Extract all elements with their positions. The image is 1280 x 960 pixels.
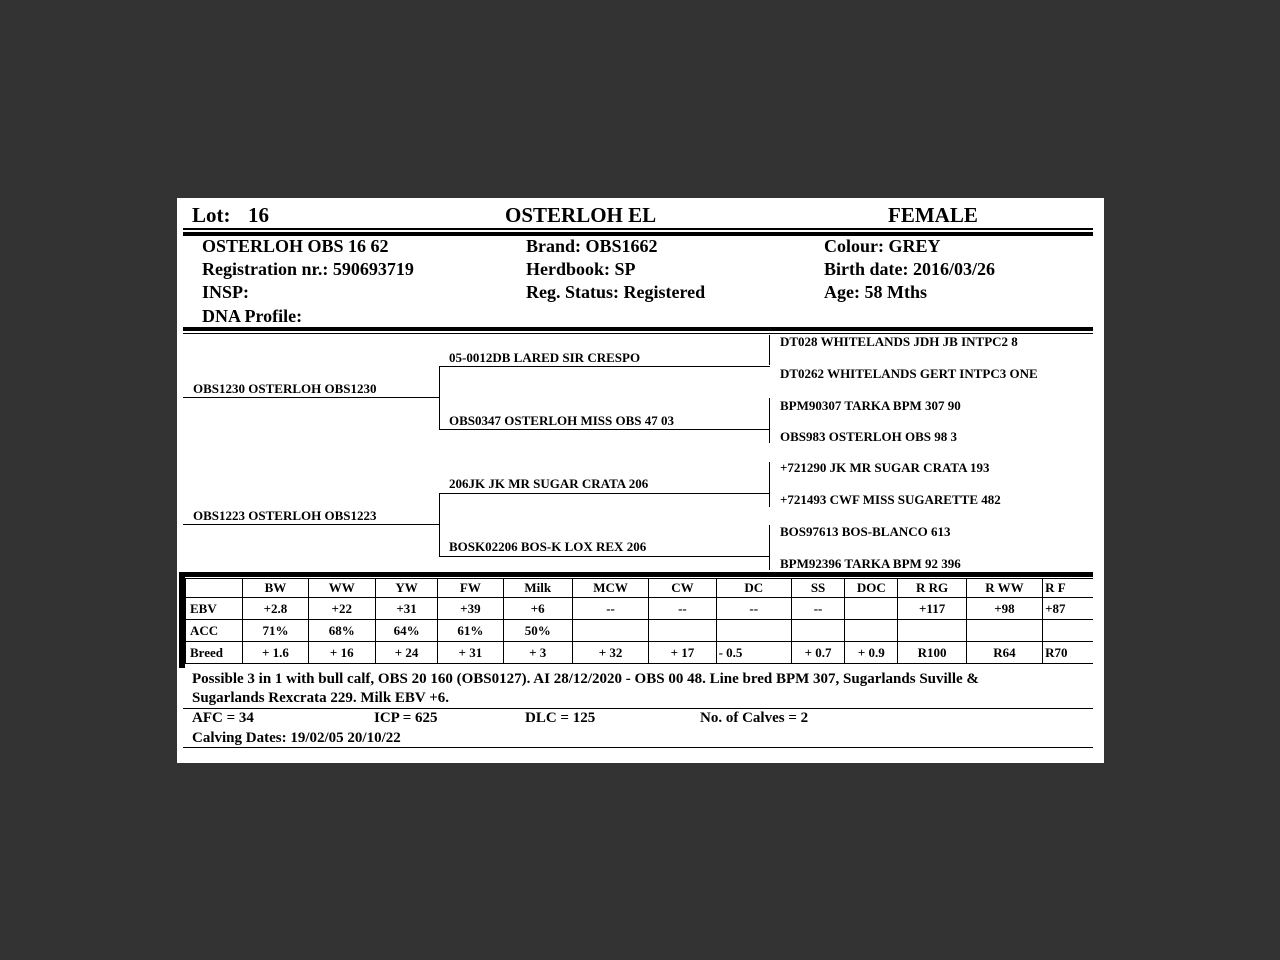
table-cell xyxy=(1043,620,1093,642)
table-cell: +31 xyxy=(375,598,437,620)
table-cell: +6 xyxy=(503,598,572,620)
table-cell: 50% xyxy=(503,620,572,642)
table-cell: + 31 xyxy=(438,642,503,664)
pedigree-ggp: +721290 JK MR SUGAR CRATA 193 xyxy=(780,460,990,475)
table-cell xyxy=(845,620,898,642)
table-cell xyxy=(845,598,898,620)
pedigree-ggp: BPM92396 TARKA BPM 92 396 xyxy=(780,556,961,571)
comments-line-2: Sugarlands Rexcrata 229. Milk EBV +6. xyxy=(192,690,450,706)
table-cell: 64% xyxy=(375,620,437,642)
full-name: OSTERLOH OBS 16 62 xyxy=(202,236,389,256)
icp: ICP = 625 xyxy=(374,710,438,726)
table-cell: + 16 xyxy=(308,642,375,664)
afc: AFC = 34 xyxy=(192,710,254,726)
pedigree-dam-sire: 206JK JK MR SUGAR CRATA 206 xyxy=(449,476,649,491)
table-cell xyxy=(716,620,791,642)
lot-label: Lot: xyxy=(192,203,231,227)
column-header: FW xyxy=(438,579,503,598)
lot-card xyxy=(177,198,1104,763)
column-header: DC xyxy=(716,579,791,598)
table-cell: +22 xyxy=(308,598,375,620)
column-header: R F xyxy=(1043,579,1093,598)
table-cell: +87 xyxy=(1043,598,1093,620)
table-cell: + 0.9 xyxy=(845,642,898,664)
info-rule-thick xyxy=(183,327,1093,331)
column-header: BW xyxy=(243,579,308,598)
column-header: SS xyxy=(791,579,844,598)
table-cell: - 0.5 xyxy=(716,642,791,664)
table-cell: +98 xyxy=(966,598,1042,620)
column-header: R RG xyxy=(898,579,966,598)
pedigree-ggp: BPM90307 TARKA BPM 307 90 xyxy=(780,398,961,413)
ebv-header-row xyxy=(186,579,1094,598)
insp-label: INSP: xyxy=(202,282,250,302)
column-header: WW xyxy=(308,579,375,598)
row-label: EBV xyxy=(186,598,243,620)
table-cell: R64 xyxy=(966,642,1042,664)
pedigree-dam: OBS1223 OSTERLOH OBS1223 xyxy=(193,508,377,523)
table-cell: 61% xyxy=(438,620,503,642)
pedigree-ggp: DT028 WHITELANDS JDH JB INTPC2 8 xyxy=(780,334,1018,349)
pedigree-dam-dam: BOSK02206 BOS-K LOX REX 206 xyxy=(449,539,647,554)
pedigree-ggp: +721493 CWF MISS SUGARETTE 482 xyxy=(780,492,1001,507)
colour: Colour: GREY xyxy=(824,236,941,256)
table-cell: R70 xyxy=(1043,642,1093,664)
table-cell: -- xyxy=(716,598,791,620)
header-rule-thin xyxy=(183,228,1093,230)
ebv-table xyxy=(185,578,1093,664)
column-header: Milk xyxy=(503,579,572,598)
table-cell: + 1.6 xyxy=(243,642,308,664)
lot-number: 16 xyxy=(248,203,269,227)
table-cell: -- xyxy=(791,598,844,620)
table-cell: + 24 xyxy=(375,642,437,664)
registration-number: Registration nr.: 590693719 xyxy=(202,259,414,279)
row-label: ACC xyxy=(186,620,243,642)
table-cell: -- xyxy=(649,598,716,620)
column-header: MCW xyxy=(572,579,648,598)
table-cell: 71% xyxy=(243,620,308,642)
herdbook: Herdbook: SP xyxy=(526,259,636,279)
table-cell xyxy=(898,620,966,642)
column-header: R WW xyxy=(966,579,1042,598)
pedigree-sire: OBS1230 OSTERLOH OBS1230 xyxy=(193,381,377,396)
pedigree-ggp: BOS97613 BOS-BLANCO 613 xyxy=(780,524,951,539)
birth-date: Birth date: 2016/03/26 xyxy=(824,259,995,279)
number-of-calves: No. of Calves = 2 xyxy=(700,710,809,726)
table-cell: +2.8 xyxy=(243,598,308,620)
brand: Brand: OBS1662 xyxy=(526,236,658,256)
dna-profile-label: DNA Profile: xyxy=(202,306,303,326)
table-cell xyxy=(791,620,844,642)
sex: FEMALE xyxy=(888,203,978,227)
dlc: DLC = 125 xyxy=(525,710,596,726)
pedigree-ggp: DT0262 WHITELANDS GERT INTPC3 ONE xyxy=(780,366,1038,381)
animal-name: OSTERLOH EL xyxy=(505,203,657,227)
row-label: Breed xyxy=(186,642,243,664)
table-cell xyxy=(649,620,716,642)
table-cell xyxy=(572,620,648,642)
table-cell: + 3 xyxy=(503,642,572,664)
notes-divider xyxy=(183,708,1093,709)
age: Age: 58 Mths xyxy=(824,282,927,302)
reg-status: Reg. Status: Registered xyxy=(526,282,706,302)
table-cell: +39 xyxy=(438,598,503,620)
table-cell: -- xyxy=(572,598,648,620)
pedigree-ggp: OBS983 OSTERLOH OBS 98 3 xyxy=(780,429,957,444)
table-rule-thick xyxy=(179,572,1093,577)
table-cell xyxy=(966,620,1042,642)
column-header: DOC xyxy=(845,579,898,598)
breed-row xyxy=(186,642,1094,664)
bottom-rule xyxy=(183,747,1093,748)
calving-dates: Calving Dates: 19/02/05 20/10/22 xyxy=(192,730,401,746)
column-header: CW xyxy=(649,579,716,598)
column-header: YW xyxy=(375,579,437,598)
table-cell: + 32 xyxy=(572,642,648,664)
table-cell: 68% xyxy=(308,620,375,642)
comments-line-1: Possible 3 in 1 with bull calf, OBS 20 160 (OBS0127). AI 28/12/2020 - OBS 00 48. Line bred BPM 307, Sugarlands Suville & xyxy=(192,671,979,687)
pedigree-sire-dam: OBS0347 OSTERLOH MISS OBS 47 03 xyxy=(449,413,675,428)
table-cell: R100 xyxy=(898,642,966,664)
table-cell: + 17 xyxy=(649,642,716,664)
pedigree-sire-sire: 05-0012DB LARED SIR CRESPO xyxy=(449,350,641,365)
ebv-row xyxy=(186,598,1094,620)
table-cell: + 0.7 xyxy=(791,642,844,664)
table-cell: +117 xyxy=(898,598,966,620)
acc-row xyxy=(186,620,1094,642)
